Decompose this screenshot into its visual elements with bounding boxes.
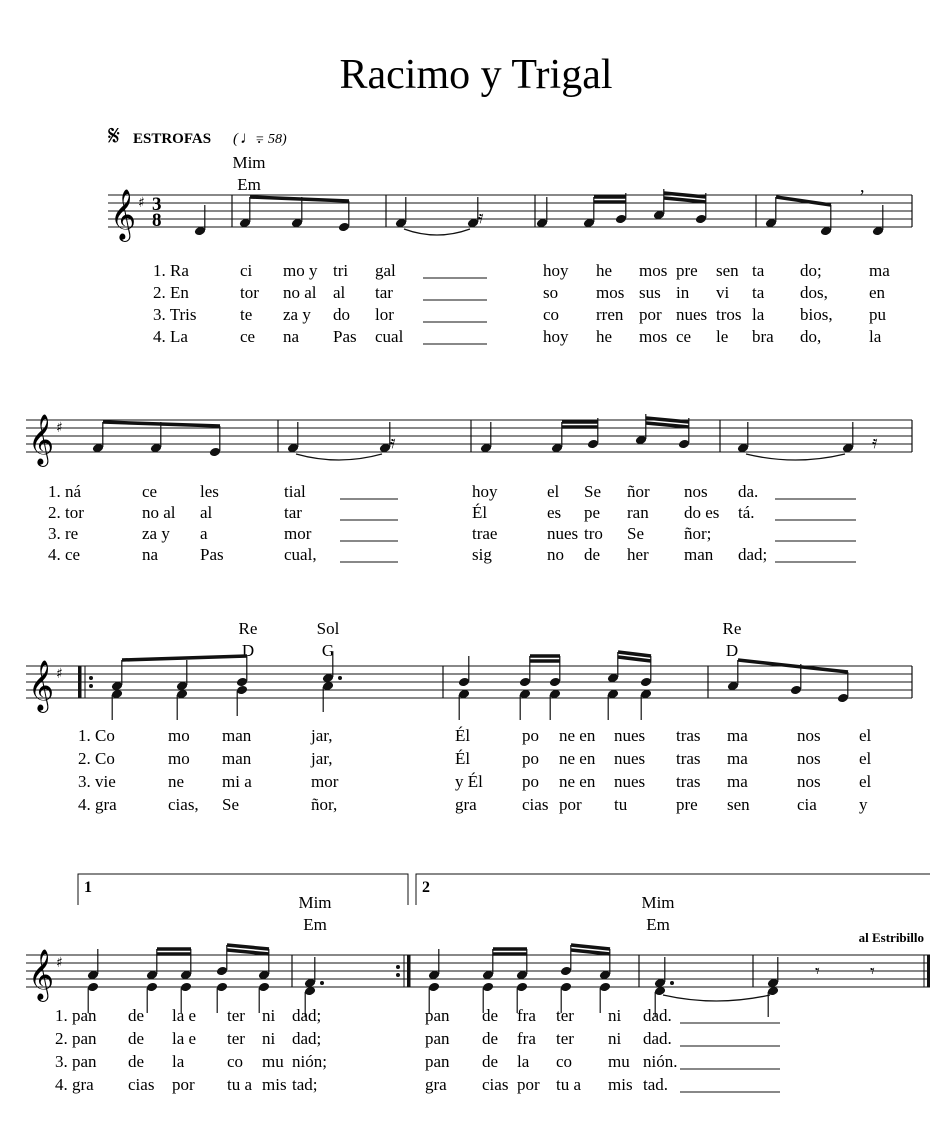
- lyric-syllable: Se: [627, 524, 644, 543]
- dot: [320, 981, 324, 985]
- lyric-syllable: fra: [517, 1006, 536, 1025]
- lyric-syllable: he: [596, 327, 613, 346]
- lyric-syllable: man: [222, 749, 252, 768]
- lyric-syllable: Él: [472, 503, 488, 522]
- dot: [670, 981, 674, 985]
- lyric-syllable: pe: [584, 503, 601, 522]
- lyric-syllable: ta: [752, 283, 765, 302]
- dot: [338, 676, 342, 680]
- lyric-syllable: tial: [284, 482, 306, 501]
- lyric-syllable: nues: [614, 772, 646, 791]
- lyric-syllable: tras: [676, 726, 701, 745]
- time-signature-bottom: 8: [152, 210, 162, 231]
- lyric-syllable: za y: [142, 524, 170, 543]
- lyric-syllable: na: [283, 327, 300, 346]
- lyric-syllable: 3. vie: [78, 772, 116, 791]
- lyric-syllable: da.: [738, 482, 759, 501]
- lyric-syllable: ne en: [559, 772, 596, 791]
- tie: [663, 995, 770, 1001]
- lyric-syllable: por: [639, 305, 662, 324]
- lyric-syllable: nues: [614, 749, 646, 768]
- lyric-syllable: tros: [716, 305, 742, 324]
- lyric-syllable: le: [716, 327, 729, 346]
- repeat-dot: [396, 973, 400, 977]
- repeat-dot: [89, 676, 93, 680]
- lyric-syllable: mo: [168, 726, 190, 745]
- beam: [227, 945, 269, 949]
- lyric-syllable: tu: [614, 795, 628, 814]
- lyric-syllable: Se: [584, 482, 601, 501]
- lyric-syllable: gal: [375, 261, 396, 280]
- chord-spanish: Mim: [232, 153, 266, 172]
- lyric-syllable: nión.: [643, 1052, 678, 1071]
- beam: [776, 197, 831, 205]
- lyric-syllable: y Él: [455, 772, 483, 791]
- lyric-syllable: vi: [716, 283, 730, 302]
- lyric-syllable: rren: [596, 305, 624, 324]
- lyric-syllable: mis: [262, 1075, 287, 1094]
- lyric-syllable: bios,: [800, 305, 833, 324]
- lyric-syllable: ma: [727, 749, 748, 768]
- lyric-syllable: 3. pan: [55, 1052, 97, 1071]
- system-2: [26, 414, 912, 564]
- lyric-syllable: 4. La: [153, 327, 188, 346]
- final-thick-bar: [927, 955, 930, 987]
- lyric-syllable: ter: [227, 1029, 245, 1048]
- lyric-syllable: do;: [800, 261, 822, 280]
- lyric-syllable: de: [128, 1029, 145, 1048]
- lyric-syllable: tu a: [556, 1075, 582, 1094]
- lyric-syllable: bra: [752, 327, 774, 346]
- lyric-syllable: pan: [425, 1006, 450, 1025]
- lyric-syllable: gra: [425, 1075, 447, 1094]
- lyric-syllable: hoy: [543, 261, 569, 280]
- lyric-syllable: cia: [797, 795, 817, 814]
- lyric-syllable: gra: [455, 795, 477, 814]
- tempo-open: (: [233, 131, 238, 147]
- chord-spanish: Mim: [298, 893, 332, 912]
- lyric-syllable: mu: [608, 1052, 630, 1071]
- sixteenth-rest-icon: 𝄿: [872, 432, 878, 453]
- lyric-syllable: sen: [716, 261, 739, 280]
- lyric-syllable: Él: [455, 726, 471, 745]
- lyric-syllable: do,: [800, 327, 822, 346]
- beam: [618, 652, 651, 656]
- repeat-dot: [89, 684, 93, 688]
- lyric-syllable: jar,: [311, 749, 333, 768]
- lyric-syllable: por: [517, 1075, 540, 1094]
- beam: [571, 950, 610, 954]
- lyric-syllable: jar,: [311, 726, 333, 745]
- lyric-syllable: do es: [684, 503, 720, 522]
- beam: [646, 418, 689, 422]
- lyric-syllable: in: [676, 283, 690, 302]
- lyric-syllable: ter: [556, 1029, 574, 1048]
- lyric-syllable: de: [482, 1052, 499, 1071]
- lyric-syllable: nos: [797, 772, 821, 791]
- lyric-syllable: 2. Co: [78, 749, 115, 768]
- sixteenth-rest-icon: 𝄿: [390, 432, 396, 453]
- lyric-syllable: na: [142, 545, 159, 564]
- lyric-syllable: tro: [584, 524, 603, 543]
- lyric-syllable: tad.: [643, 1075, 669, 1094]
- lyric-syllable: Se: [222, 795, 239, 814]
- lyric-syllable: Pas: [200, 545, 224, 564]
- breath-mark-icon: ,: [860, 176, 865, 196]
- lyric-syllable: 2. En: [153, 283, 189, 302]
- lyric-syllable: 4. ce: [48, 545, 81, 564]
- lyric-syllable: mos: [639, 261, 668, 280]
- treble-clef-icon: 𝄞: [28, 949, 55, 1000]
- lyric-syllable: ma: [727, 772, 748, 791]
- lyric-syllable: co: [543, 305, 560, 324]
- lyric-syllable: sen: [727, 795, 750, 814]
- lyric-syllable: la e: [172, 1006, 197, 1025]
- lyric-syllable: trae: [472, 524, 498, 543]
- key-sharp-icon: ♯: [56, 666, 63, 682]
- lyric-syllable: tar: [375, 283, 393, 302]
- lyric-syllable: hoy: [472, 482, 498, 501]
- chord-english: Em: [303, 915, 327, 934]
- first-ending-bracket: [78, 874, 408, 905]
- sixteenth-rest-icon: 𝄿: [478, 207, 484, 228]
- lyric-syllable: al: [333, 283, 346, 302]
- lyric-syllable: ter: [556, 1006, 574, 1025]
- lyric-syllable: la e: [172, 1029, 197, 1048]
- lyric-syllable: nues: [676, 305, 708, 324]
- lyric-syllable: el: [859, 726, 872, 745]
- lyric-syllable: mis: [608, 1075, 633, 1094]
- lyric-syllable: ta: [752, 261, 765, 280]
- repeat-thick-bar: [78, 666, 82, 698]
- lyric-syllable: ñor;: [684, 524, 712, 543]
- lyric-syllable: cias: [522, 795, 549, 814]
- lyric-syllable: a: [200, 524, 208, 543]
- al-estribillo-instruction: al Estribillo: [858, 930, 924, 945]
- lyric-syllable: ce: [676, 327, 692, 346]
- lyric-syllable: de: [584, 545, 601, 564]
- lyric-syllable: por: [559, 795, 582, 814]
- lyric-syllable: ci: [240, 261, 253, 280]
- key-sharp-icon: ♯: [138, 195, 145, 211]
- lyric-syllable: en: [869, 283, 886, 302]
- lyric-syllable: tar: [284, 503, 302, 522]
- lyric-syllable: pre: [676, 795, 698, 814]
- lyric-syllable: 1. ná: [48, 482, 82, 501]
- lyric-syllable: tor: [240, 283, 259, 302]
- lyric-syllable: 2. pan: [55, 1029, 97, 1048]
- lyric-syllable: mos: [639, 327, 668, 346]
- lyric-syllable: no al: [283, 283, 317, 302]
- lyric-syllable: te: [240, 305, 253, 324]
- lyric-syllable: nos: [797, 726, 821, 745]
- lyric-syllable: cias,: [168, 795, 199, 814]
- lyric-syllable: 1. pan: [55, 1006, 97, 1025]
- beam: [227, 950, 269, 954]
- key-sharp-icon: ♯: [56, 955, 63, 971]
- lyric-syllable: pu: [869, 305, 886, 324]
- lyric-syllable: cual: [375, 327, 404, 346]
- lyric-syllable: nos: [797, 749, 821, 768]
- eighth-rest-icon: 𝄾: [815, 961, 820, 982]
- song-title: Racimo y Trigal: [339, 52, 613, 98]
- lyric-syllable: Pas: [333, 327, 357, 346]
- first-ending-number: 1: [84, 879, 92, 896]
- lyric-syllable: dad.: [643, 1006, 672, 1025]
- lyric-syllable: so: [543, 283, 559, 302]
- lyric-syllable: man: [222, 726, 252, 745]
- lyric-syllable: nión;: [292, 1052, 327, 1071]
- lyric-syllable: cias: [128, 1075, 155, 1094]
- lyric-syllable: tras: [676, 749, 701, 768]
- tempo-note-icon: ♩.: [240, 128, 262, 147]
- lyric-syllable: dad;: [738, 545, 768, 564]
- lyric-syllable: po: [522, 749, 539, 768]
- lyric-syllable: man: [684, 545, 714, 564]
- beam: [103, 422, 220, 426]
- lyric-syllable: po: [522, 772, 539, 791]
- lyric-syllable: la: [869, 327, 882, 346]
- lyric-syllable: les: [200, 482, 219, 501]
- lyric-syllable: ni: [262, 1029, 276, 1048]
- lyric-syllable: la: [517, 1052, 530, 1071]
- lyric-syllable: ran: [627, 503, 649, 522]
- treble-clef-icon: 𝄞: [28, 660, 55, 711]
- lyric-syllable: cias: [482, 1075, 509, 1094]
- chord-english: D: [725, 641, 739, 660]
- tie: [296, 454, 382, 460]
- lyric-syllable: ma: [727, 726, 748, 745]
- chord-english: G: [321, 641, 335, 660]
- lyric-syllable: ni: [608, 1029, 622, 1048]
- beam: [646, 423, 689, 427]
- lyric-syllable: tad;: [292, 1075, 318, 1094]
- lyric-syllable: po: [522, 726, 539, 745]
- lyric-syllable: nues: [547, 524, 579, 543]
- lyric-syllable: ne en: [559, 749, 596, 768]
- lyric-syllable: dad;: [292, 1006, 322, 1025]
- beam: [122, 656, 247, 660]
- lyric-syllable: mo: [168, 749, 190, 768]
- lyric-syllable: ni: [608, 1006, 622, 1025]
- lyric-syllable: tri: [333, 261, 349, 280]
- system-3: [26, 619, 912, 814]
- lyric-syllable: ni: [262, 1006, 276, 1025]
- eighth-rest-icon: 𝄾: [870, 961, 875, 982]
- chord-spanish: Mim: [641, 893, 675, 912]
- beam: [571, 945, 610, 949]
- lyric-syllable: do: [333, 305, 350, 324]
- beam: [250, 197, 349, 201]
- lyric-syllable: tu a: [227, 1075, 253, 1094]
- lyric-syllable: la: [752, 305, 765, 324]
- lyric-syllable: sus: [639, 283, 661, 302]
- lyric-syllable: ce: [142, 482, 158, 501]
- lyric-syllable: ñor,: [311, 795, 338, 814]
- time-signature-top: 3: [152, 194, 162, 215]
- lyric-syllable: lor: [375, 305, 394, 324]
- lyric-syllable: 2. tor: [48, 503, 84, 522]
- chord-spanish: Re: [238, 619, 258, 638]
- lyric-syllable: 1. Ra: [153, 261, 189, 280]
- lyric-syllable: pre: [676, 261, 698, 280]
- chord-english: Em: [237, 175, 261, 194]
- segno-icon: 𝄋: [108, 121, 121, 152]
- treble-clef-icon: 𝄞: [28, 414, 55, 465]
- chord-english: D: [241, 641, 255, 660]
- lyric-syllable: 3. Tris: [153, 305, 197, 324]
- lyric-syllable: de: [482, 1029, 499, 1048]
- lyric-syllable: es: [547, 503, 562, 522]
- lyric-syllable: por: [172, 1075, 195, 1094]
- lyric-syllable: ma: [869, 261, 890, 280]
- tempo-value: = 58): [255, 132, 287, 147]
- repeat-thick-bar: [407, 955, 411, 987]
- lyric-syllable: 3. re: [48, 524, 79, 543]
- treble-clef-icon: 𝄞: [110, 189, 137, 240]
- lyric-syllable: co: [227, 1052, 244, 1071]
- lyric-syllable: fra: [517, 1029, 536, 1048]
- lyric-syllable: mu: [262, 1052, 284, 1071]
- lyric-syllable: co: [556, 1052, 573, 1071]
- lyric-syllable: mor: [284, 524, 312, 543]
- lyric-syllable: dad;: [292, 1029, 322, 1048]
- lyric-syllable: no al: [142, 503, 176, 522]
- lyric-syllable: mo y: [283, 261, 318, 280]
- section-label: ESTROFAS: [133, 131, 212, 147]
- lyric-syllable: ñor: [627, 482, 650, 501]
- tempo-marking: [108, 121, 287, 152]
- lyric-syllable: mi a: [222, 772, 252, 791]
- lyric-syllable: za y: [283, 305, 311, 324]
- lyric-syllable: el: [547, 482, 560, 501]
- system-1: [108, 153, 912, 346]
- second-ending-number: 2: [422, 879, 430, 896]
- lyric-syllable: hoy: [543, 327, 569, 346]
- system-4: [26, 874, 930, 1094]
- lyric-syllable: Él: [455, 749, 471, 768]
- lyric-syllable: he: [596, 261, 613, 280]
- lyric-syllable: mos: [596, 283, 625, 302]
- chord-spanish: Sol: [316, 619, 340, 638]
- lyric-syllable: de: [128, 1006, 145, 1025]
- lyric-syllable: el: [859, 749, 872, 768]
- lyric-syllable: tras: [676, 772, 701, 791]
- lyric-syllable: 4. gra: [55, 1075, 94, 1094]
- beam: [618, 657, 651, 661]
- lyric-syllable: dos,: [800, 283, 828, 302]
- lyric-syllable: 4. gra: [78, 795, 117, 814]
- lyric-syllable: dad.: [643, 1029, 672, 1048]
- lyric-syllable: no: [547, 545, 564, 564]
- tie: [746, 454, 845, 460]
- tie: [404, 229, 470, 235]
- lyric-syllable: tá.: [738, 503, 755, 522]
- lyric-syllable: her: [627, 545, 649, 564]
- lyric-syllable: mor: [311, 772, 339, 791]
- beam: [664, 193, 706, 197]
- lyric-syllable: 1. Co: [78, 726, 115, 745]
- lyric-syllable: nos: [684, 482, 708, 501]
- lyric-syllable: la: [172, 1052, 185, 1071]
- lyric-syllable: de: [482, 1006, 499, 1025]
- lyric-syllable: de: [128, 1052, 145, 1071]
- lyric-syllable: ce: [240, 327, 256, 346]
- lyric-syllable: cual,: [284, 545, 317, 564]
- lyric-syllable: ne: [168, 772, 185, 791]
- lyric-syllable: nues: [614, 726, 646, 745]
- lyric-syllable: y: [859, 795, 868, 814]
- chord-english: Em: [646, 915, 670, 934]
- lyric-syllable: pan: [425, 1029, 450, 1048]
- lyric-syllable: el: [859, 772, 872, 791]
- lyric-syllable: al: [200, 503, 213, 522]
- lyric-syllable: sig: [472, 545, 492, 564]
- repeat-dot: [396, 965, 400, 969]
- key-sharp-icon: ♯: [56, 420, 63, 436]
- lyric-syllable: ter: [227, 1006, 245, 1025]
- lyric-syllable: ne en: [559, 726, 596, 745]
- lyric-syllable: pan: [425, 1052, 450, 1071]
- chord-spanish: Re: [722, 619, 742, 638]
- beam: [664, 198, 706, 202]
